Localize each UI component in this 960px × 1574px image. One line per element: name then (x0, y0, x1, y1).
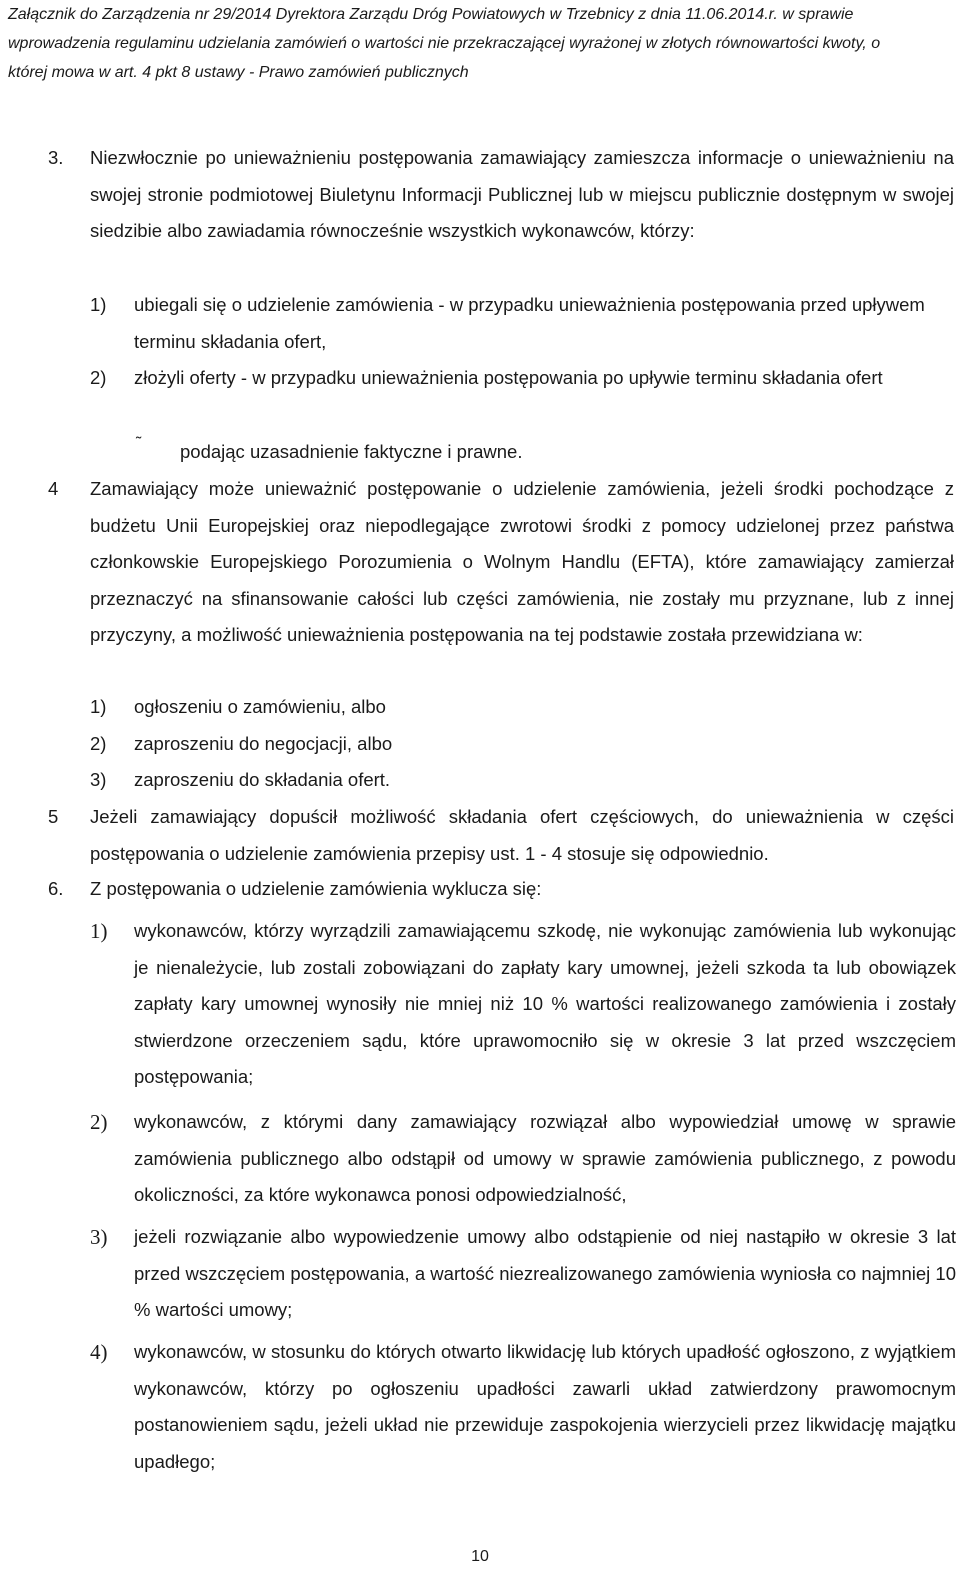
header-line-3: której mowa w art. 4 pkt 8 ustawy - Prawo zamówień publicznych (8, 64, 469, 81)
section-number: 3. (48, 147, 64, 168)
list-item-number: 1) (90, 294, 107, 315)
list-item-number: 1) (90, 919, 108, 943)
list-item-text: wykonawców, którzy wyrządzili zamawiającemu szkodę, nie wykonując zamówienia lub wykonując je nienależycie, lub zostali zobowiązani do zapłaty kary umownej, jeżeli szkoda ta lub obowiązek zapłaty kary umownej wynosiły nie mniej niż 10 % wartości realizowanego zamówienia i zostały stwierdzone orzeczeniem sądu, które uprawomocniło się w okresie 3 lat przed wszczęciem postępowania; (134, 920, 956, 1088)
document-header (8, 0, 956, 87)
list-item-text: wykonawców, z którymi dany zamawiający rozwiązał albo wypowiedział umowę w sprawie zamówienia publicznego albo odstąpił od umowy w sprawie zamówienia publicznego, z powodu okoliczności, za które wykonawca ponosi odpowiedzialność, (134, 1111, 956, 1206)
list-item-text: zaproszeniu do składania ofert. (134, 769, 391, 790)
header-line-1: Załącznik do Zarządzenia nr 29/2014 Dyrektora Zarządu Dróg Powiatowych w Trzebnicy z dnia 11.06.2014.r. w sprawie (8, 6, 854, 23)
section-text: Niezwłocznie po unieważnieniu postępowania zamawiający zamieszcza informacje o unieważnieniu na swojej stronie podmiotowej Biuletynu Informacji Publicznej lub w miejscu publicznie dostępnym w swojej siedzibie albo zawiadamia równocześnie wszystkich wykonawców, którzy: (90, 147, 954, 242)
section-number: 4 (48, 478, 59, 499)
list-item-number: 3) (90, 1225, 108, 1249)
page-number: 10 (471, 1548, 489, 1565)
section-text: Z postępowania o udzielenie zamówienia wyklucza się: (90, 878, 542, 899)
list-item-number: 2) (90, 733, 107, 754)
list-item-text: złożyli oferty - w przypadku unieważnienia postępowania po upływie terminu składania ofert (134, 367, 883, 388)
tilde-mark: ˜ (136, 435, 142, 452)
section-text: Jeżeli zamawiający dopuścił możliwość składania ofert częściowych, do unieważnienia w części postępowania o udzielenie zamówienia przepisy ust. 1 - 4 stosuje się odpowiednio. (90, 806, 954, 864)
list-item-number: 2) (90, 1110, 108, 1134)
list-item-text: zaproszeniu do negocjacji, albo (134, 733, 393, 754)
list-item-text: wykonawców, w stosunku do których otwarto likwidację lub których upadłość ogłoszono, z wyjątkiem wykonawców, którzy po ogłoszeniu upadłości zawarli układ zatwierdzony prawomocnym postanowieniem sądu, jeżeli układ nie przewiduje zaspokojenia wierzycieli przez likwidację majątku upadłego; (134, 1341, 956, 1472)
list-item-text: jeżeli rozwiązanie albo wypowiedzenie umowy albo odstąpienie od niej nastąpiło w okresie 3 lat przed wszczęciem postępowania, a wartość niezrealizowanego zamówienia wyniosła co najmniej 10 % wartości umowy; (134, 1226, 956, 1321)
section-text: Zamawiający może unieważnić postępowanie o udzielenie zamówienia, jeżeli środki pochodzące z budżetu Unii Europejskiej oraz niepodlegające zwrotowi środki z pomocy udzielonej przez państwa członkowskie Europejskiego Porozumienia o Wolnym Handlu (EFTA), które zamawiający zamierzał przeznaczyć na sfinansowanie całości lub części zamówienia, nie zostały mu przyznane, lub z innej przyczyny, a możliwość unieważnienia postępowania na tej podstawie została przewidziana w: (90, 478, 954, 646)
list-item-text: ubiegali się o udzielenie zamówienia - w przypadku unieważnienia postępowania przed upływem terminu składania ofert, (134, 294, 925, 352)
list-item-text: ogłoszeniu o zamówieniu, albo (134, 696, 386, 717)
section-number: 5 (48, 806, 59, 827)
list-item-number: 4) (90, 1340, 108, 1364)
list-item-number: 1) (90, 696, 107, 717)
header-line-2: wprowadzenia regulaminu udzielania zamówień o wartości nie przekraczającej wyrażonej w złotych równowartości kwoty, o (8, 35, 881, 52)
section-number: 6. (48, 878, 64, 899)
list-item-number: 3) (90, 769, 107, 790)
list-item-number: 2) (90, 367, 107, 388)
section-closing-text: podając uzasadnienie faktyczne i prawne. (180, 441, 523, 462)
